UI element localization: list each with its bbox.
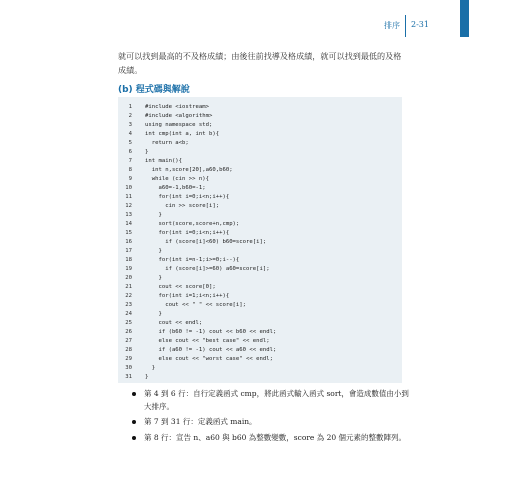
- line-number: 25: [125, 320, 132, 326]
- code-text: cout << score[0];: [145, 284, 216, 290]
- code-text: #include <algorithm>: [145, 113, 213, 119]
- explanation-list: [130, 388, 410, 447]
- line-number: 30: [125, 365, 132, 371]
- bullet-text: 第 4 到 6 行：自行定義函式 cmp，將此函式輸入函式 sort，會造成數值由小到大排序。: [144, 389, 409, 411]
- line-number: 6: [128, 149, 132, 155]
- code-text: a60=-1,b60=-1;: [145, 185, 206, 191]
- line-number: 28: [125, 347, 132, 353]
- code-text: for(int i=0;i<n;i++){: [145, 230, 230, 236]
- code-text: }: [145, 311, 162, 317]
- code-text: int cmp(int a, int b){: [145, 131, 220, 137]
- section-title: (b) 程式碼與解說: [118, 85, 190, 95]
- bullet-item: [130, 416, 410, 429]
- code-text: for(int i=n-1;i>=0;i--){: [145, 257, 240, 263]
- line-number: 17: [125, 248, 132, 254]
- code-line: [118, 372, 402, 382]
- bullet-item: [130, 388, 410, 413]
- code-text: if (b60 != -1) cout << b60 << endl;: [145, 329, 277, 335]
- line-number: 18: [125, 257, 132, 263]
- header-divider: [405, 15, 406, 37]
- code-text: int n,score[20],a60,b60;: [145, 167, 233, 173]
- bullet-dot-icon: [132, 392, 136, 396]
- line-number: 13: [125, 212, 132, 218]
- code-text: cout << " " << score[i];: [145, 302, 247, 308]
- line-number: 21: [125, 284, 132, 290]
- code-text: }: [145, 275, 162, 281]
- code-text: for(int i=1;i<n;i++){: [145, 293, 230, 299]
- line-number: 5: [128, 140, 132, 146]
- line-number: 4: [128, 131, 132, 137]
- line-number: 8: [128, 167, 132, 173]
- code-text: }: [145, 248, 162, 254]
- bullet-text: 第 7 到 31 行：定義函式 main。: [144, 417, 257, 426]
- page-header: [360, 15, 520, 37]
- code-text: }: [145, 212, 162, 218]
- line-number: 24: [125, 311, 132, 317]
- line-number: 15: [125, 230, 132, 236]
- line-number: 14: [125, 221, 132, 227]
- line-number: 20: [125, 275, 132, 281]
- code-text: sort(score,score+n,cmp);: [145, 221, 240, 227]
- line-number: 2: [128, 113, 132, 119]
- bullet-item: [130, 432, 410, 445]
- code-text: if (a60 != -1) cout << a60 << endl;: [145, 347, 277, 353]
- bullet-dot-icon: [132, 420, 136, 424]
- code-text: }: [145, 365, 156, 371]
- line-number: 12: [125, 203, 132, 209]
- line-number: 16: [125, 239, 132, 245]
- chapter-ribbon: [460, 0, 469, 37]
- line-number: 31: [125, 374, 132, 380]
- code-text: using namespace std;: [145, 122, 213, 128]
- bullet-dot-icon: [132, 436, 136, 440]
- chapter-title: 排序: [384, 21, 400, 30]
- line-number: 1: [128, 104, 132, 110]
- code-text: cin >> score[i];: [145, 203, 220, 209]
- code-text: while (cin >> n){: [145, 176, 209, 182]
- code-text: if (score[i]>=60) a60=score[i];: [145, 266, 270, 272]
- line-number: 9: [128, 176, 132, 182]
- line-number: 3: [128, 122, 132, 128]
- code-text: }: [145, 374, 149, 380]
- line-number: 26: [125, 329, 132, 335]
- code-text: for(int i=0;i<n;i++){: [145, 194, 230, 200]
- intro-paragraph: 就可以找到最高的不及格成績；由後往前找導及格成績，就可以找到最低的及格成績。: [118, 51, 402, 75]
- bullet-text: 第 8 行：宣告 n、a60 與 b60 為整數變數，score 為 20 個元素的整數陣列。: [144, 432, 407, 442]
- code-text: else cout << "worst case" << endl;: [145, 356, 273, 362]
- line-number: 7: [128, 158, 132, 164]
- line-number: 22: [125, 293, 132, 299]
- code-text: else cout << "best case" << endl;: [145, 338, 270, 344]
- line-number: 27: [125, 338, 132, 344]
- line-number: 11: [125, 194, 132, 200]
- code-text: return a<b;: [145, 140, 189, 146]
- line-number: 10: [125, 185, 132, 191]
- code-text: if (score[i]<60) b60=score[i];: [145, 239, 267, 245]
- code-text: cout << endl;: [145, 320, 203, 326]
- code-text: }: [145, 149, 149, 155]
- page-number: 2-31: [411, 20, 429, 29]
- line-number: 19: [125, 266, 132, 272]
- code-listing: [118, 97, 402, 383]
- code-text: #include <iostream>: [145, 104, 209, 110]
- line-number: 23: [125, 302, 132, 308]
- code-text: int main(){: [145, 158, 183, 164]
- line-number: 29: [125, 356, 132, 362]
